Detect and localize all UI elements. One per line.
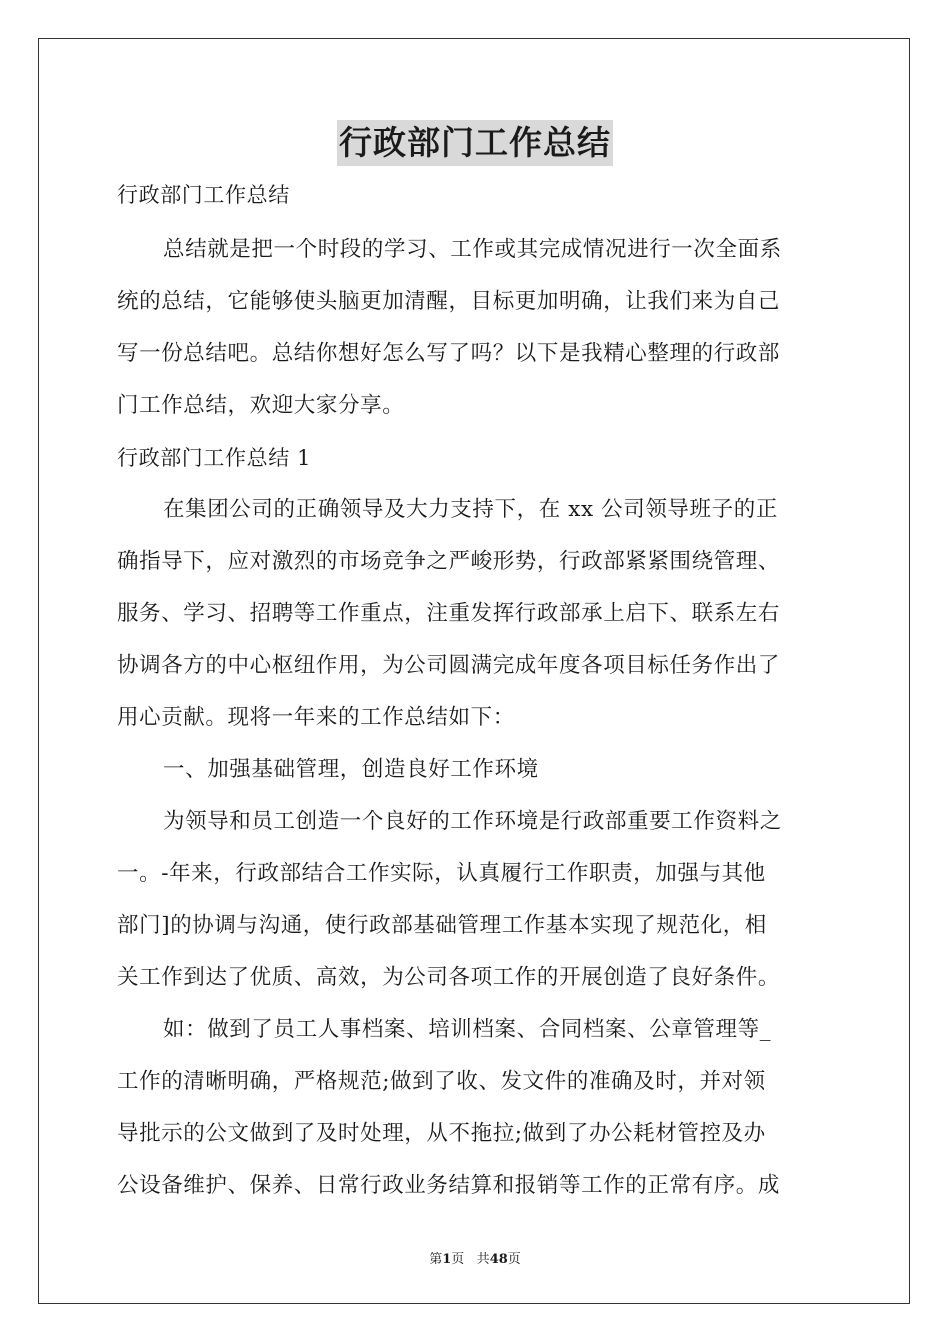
page-footer <box>0 1248 950 1267</box>
page-total-prefix: 共 <box>476 1252 490 1267</box>
paragraph-line: 导批示的公文做到了及时处理，从不拖拉;做到了办公耗材管控及办 <box>117 1121 766 1146</box>
intro-paragraph <box>117 224 833 432</box>
paragraph-line: 一。-年来，行政部结合工作实际，认真履行工作职责，加强与其他 <box>117 861 766 886</box>
paragraph-line: 关工作到达了优质、高效，为公司各项工作的开展创造了良好条件。 <box>117 965 781 990</box>
paragraph-line: 写一份总结吧。总结你想好怎么写了吗？以下是我精心整理的行政部 <box>117 341 781 366</box>
paragraph-line: 确指导下，应对激烈的市场竞争之严峻形势，行政部紧紧围绕管理、 <box>117 549 781 574</box>
page-total: 48 <box>489 1252 508 1267</box>
page-total-suffix: 页 <box>507 1252 521 1267</box>
document-title: 行政部门工作总结 <box>337 120 613 166</box>
document-subtitle: 行政部门工作总结 <box>117 183 290 207</box>
paragraph-line: 工作的清晰明确，严格规范;做到了收、发文件的准确及时，并对领 <box>117 1069 766 1094</box>
paragraph-3 <box>117 1004 833 1212</box>
paragraph-line: 协调各方的中心枢纽作用，为公司圆满完成年度各项目标任务作出了 <box>117 653 781 678</box>
section-heading: 行政部门工作总结 1 <box>117 446 312 470</box>
paragraph-line: 为领导和员工创造一个良好的工作环境是行政部重要工作资料之 <box>163 809 782 834</box>
paragraph-line: 门工作总结，欢迎大家分享。 <box>117 393 405 418</box>
paragraph-line: 在集团公司的正确领导及大力支持下，在 xx 公司领导班子的正 <box>163 497 778 522</box>
paragraph-line: 统的总结，它能够使头脑更加清醒，目标更加明确，让我们来为自己 <box>117 289 781 314</box>
paragraph-line: 公设备维护、保养、日常行政业务结算和报销等工作的正常有序。成 <box>117 1173 781 1198</box>
paragraph-1 <box>117 484 833 744</box>
page-number-suffix: 页 <box>451 1252 465 1267</box>
point-heading: 一、加强基础管理，创造良好工作环境 <box>163 757 539 782</box>
paragraph-2 <box>117 796 833 1004</box>
paragraph-line: 服务、学习、招聘等工作重点，注重发挥行政部承上启下、联系左右 <box>117 601 781 626</box>
paragraph-line: 如：做到了员工人事档案、培训档案、合同档案、公章管理等_ <box>163 1017 772 1042</box>
paragraph-line: 用心贡献。现将一年来的工作总结如下： <box>117 705 515 730</box>
title-block <box>117 120 833 176</box>
page-number-prefix: 第 <box>429 1252 443 1267</box>
paragraph-line: 总结就是把一个时段的学习、工作或其完成情况进行一次全面系 <box>163 237 782 262</box>
paragraph-line: 部门]的协调与沟通，使行政部基础管理工作基本实现了规范化，相 <box>117 913 767 938</box>
document-body <box>117 120 833 1212</box>
page-current: 1 <box>442 1252 452 1267</box>
